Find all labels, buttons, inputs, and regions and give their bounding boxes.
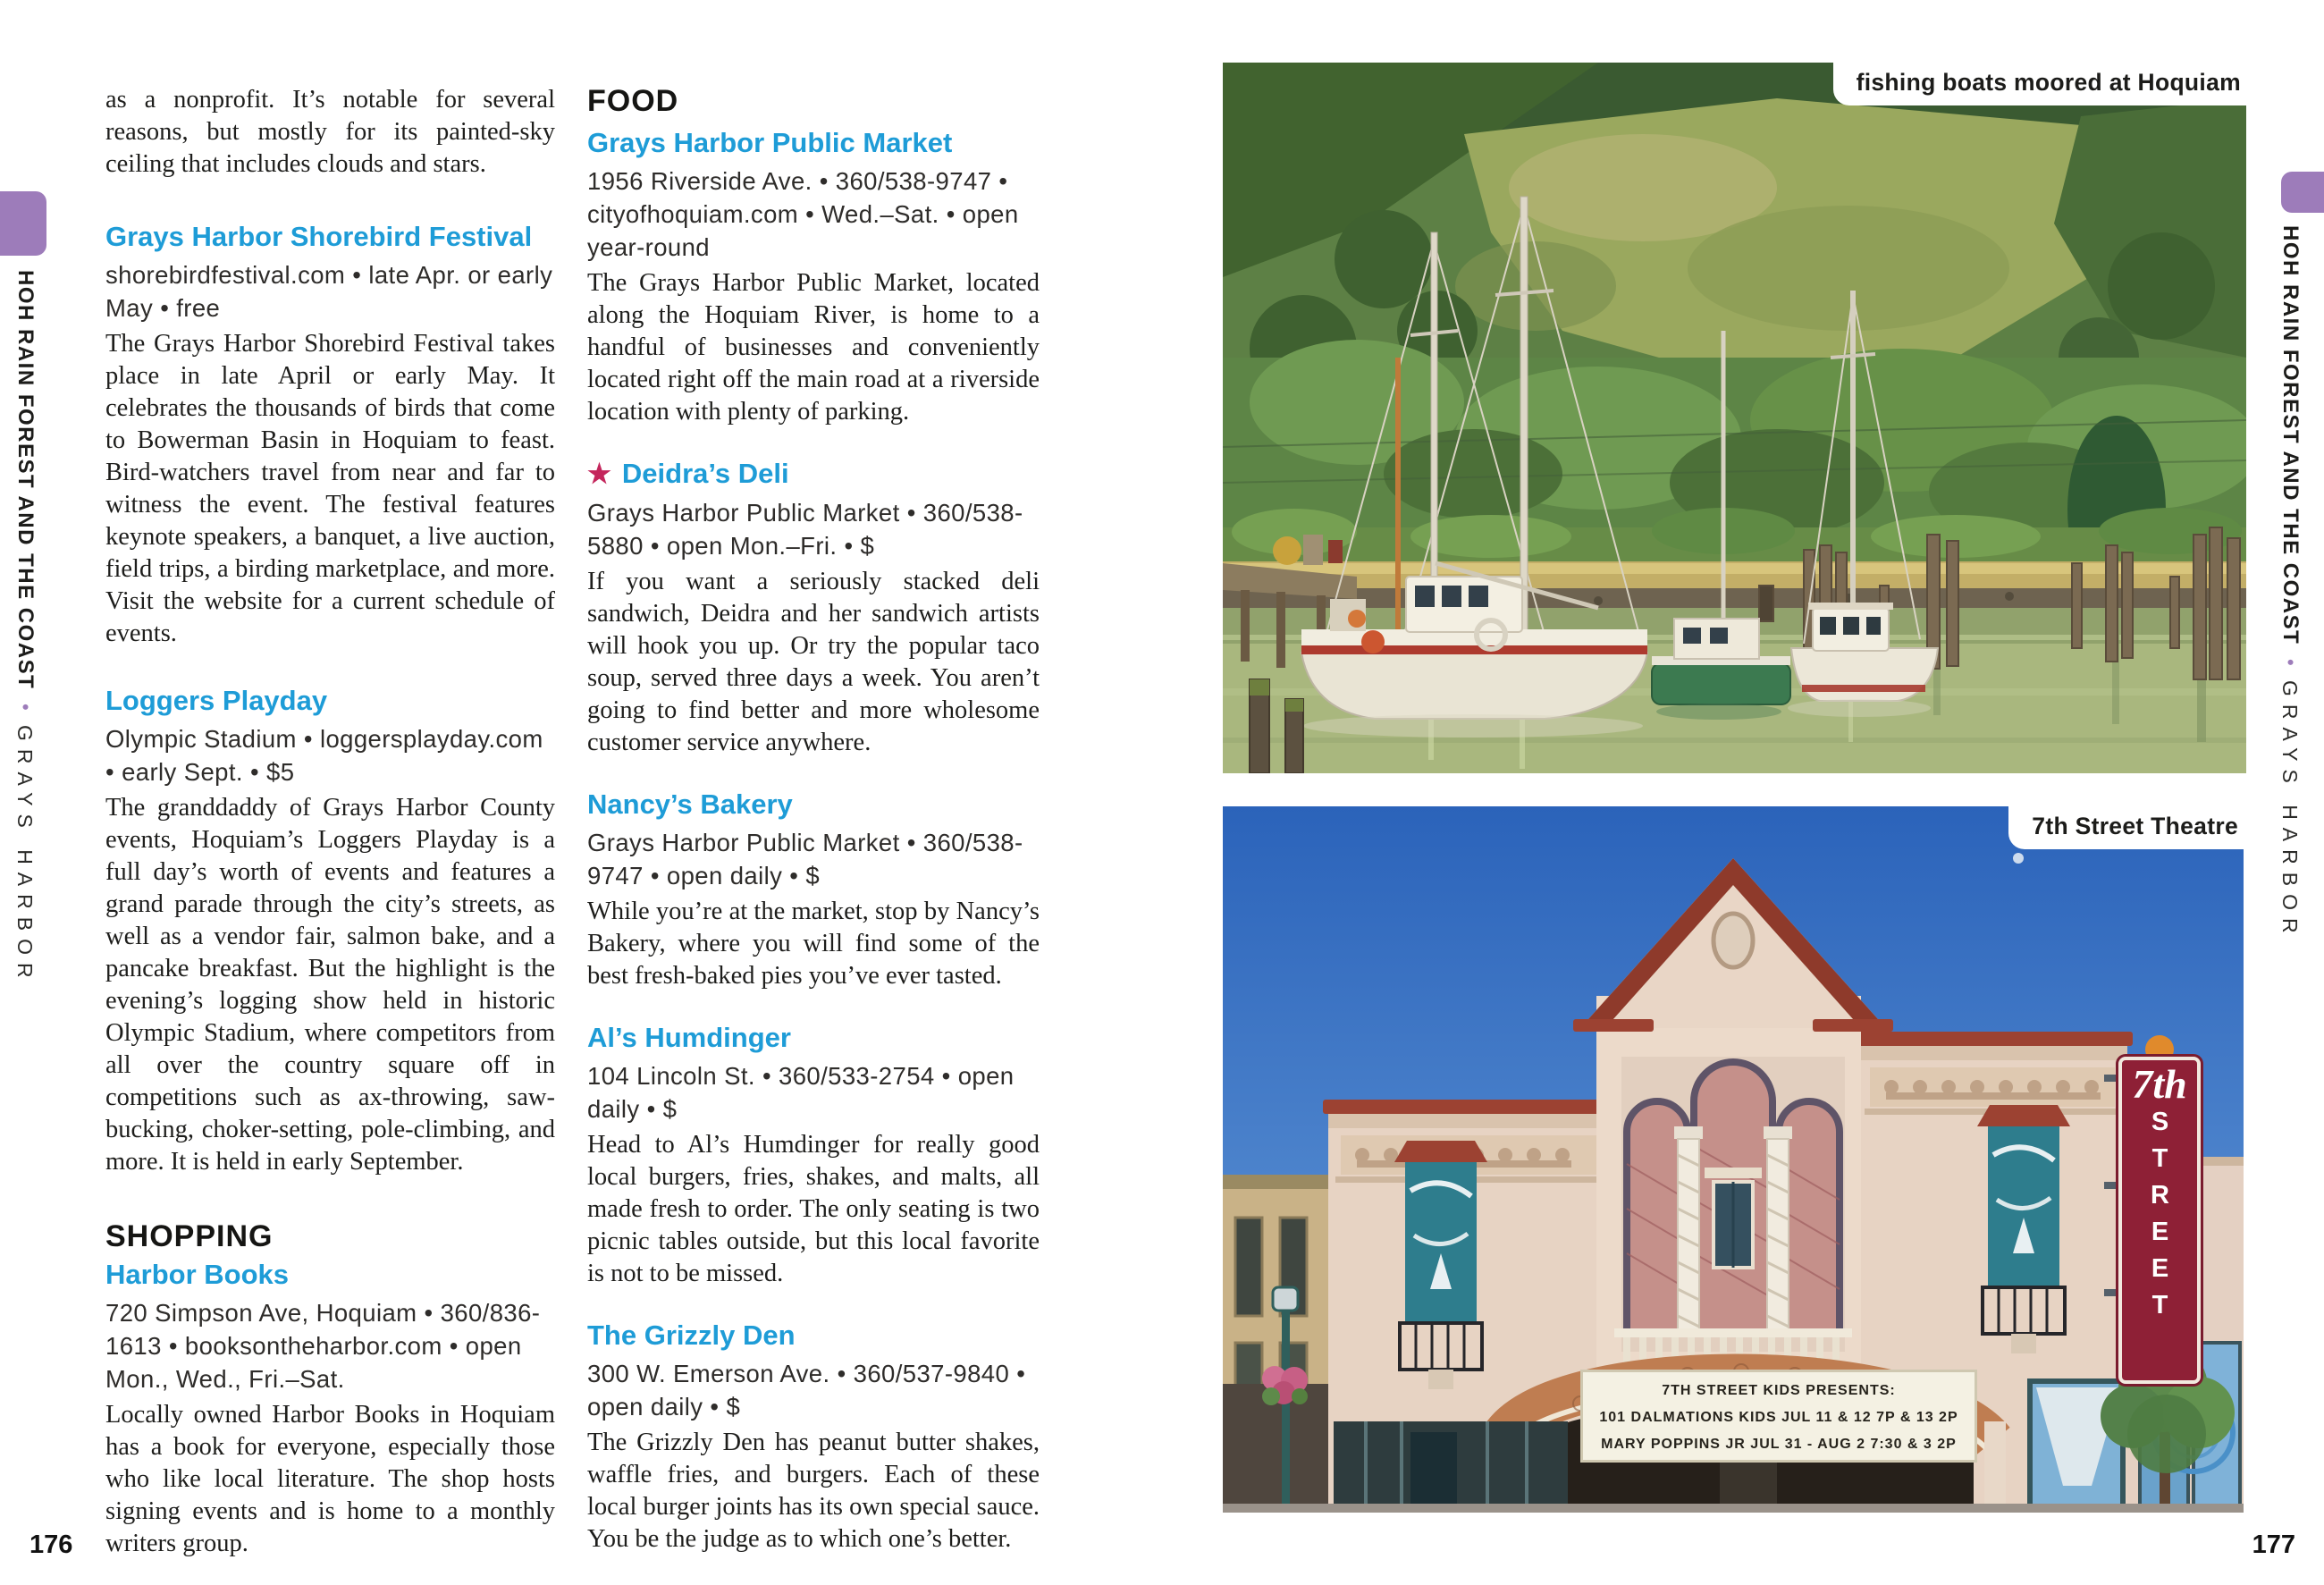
seventh-street-neon-sign xyxy=(2118,1057,2201,1384)
arched-windows xyxy=(1621,1057,1845,1352)
listing-deidras-deli xyxy=(587,457,1040,759)
sign-7th-text: 7th xyxy=(2132,1061,2187,1107)
listing-name: Grays Harbor Public Market xyxy=(587,127,953,158)
spine-right xyxy=(2278,225,2303,941)
spine-section-title: GRAYS HARBOR xyxy=(2278,679,2302,941)
listing-loggers-playday xyxy=(105,684,555,1178)
listing-name: Grays Harbor Shorebird Festival xyxy=(105,221,533,252)
spine-bullet: • xyxy=(14,704,37,711)
photo-7th-street-theatre xyxy=(1223,806,2244,1513)
spine-section-title: GRAYS HARBOR xyxy=(13,724,37,986)
listing-details: 300 W. Emerson Ave. • 360/537-9840 • open daily • $ xyxy=(587,1360,1026,1421)
left-column xyxy=(105,84,555,1560)
listing-details: Grays Harbor Public Market • 360/538-5880 • open Mon.–Fri. • $ xyxy=(587,499,1023,560)
section-header-shopping: SHOPPING xyxy=(105,1219,274,1253)
listing-name xyxy=(587,457,1040,492)
listing-name: Loggers Playday xyxy=(105,685,328,716)
listing-description: Head to Al’s Humdinger for really good local burgers, fries, shakes, and malts, all made fresh to order. The only seating is two picnic tables outside, but this local favorite is not to be missed. xyxy=(587,1131,1040,1287)
listing-name-text: Deidra’s Deli xyxy=(621,458,789,489)
marquee-line-1: 7TH STREET KIDS PRESENTS: xyxy=(1662,1383,1896,1398)
listing-description: Locally owned Harbor Books in Hoquiam has a book for everyone, especially those who like local literature. The shop hosts signing events and is home to a monthly writers group. xyxy=(105,1401,555,1557)
section-header-food: FOOD xyxy=(587,84,679,118)
photo-fishing-boats xyxy=(1223,63,2246,773)
continuation-paragraph: as a nonprofit. It’s notable for several reasons, but mostly for its painted-sky ceiling that includes clouds and stars. xyxy=(105,86,555,178)
middle-column xyxy=(587,84,1040,1555)
sign-street-text: STREET xyxy=(2145,1107,2175,1328)
sidewalk xyxy=(1223,1504,2244,1513)
listing-nancys-bakery xyxy=(587,788,1040,992)
listing-description: The Grays Harbor Shorebird Festival takes place in late April or early May. It celebrates the thousands of birds that come to Bowerman Basin in Hoquiam to feast. Bird-watchers travel from near and far to witness the event. The festival features keynote speakers, a banquet, a live auction, field trips, a birding marketplace, and more. Visit the website for a current schedule of events. xyxy=(105,330,555,647)
neighbor-brick-building xyxy=(1223,1175,1328,1513)
listing-details: shorebirdfestival.com • late Apr. or early May • free xyxy=(105,261,553,322)
listing-name: Nancy’s Bakery xyxy=(587,788,793,820)
marquee-line-2: 101 DALMATIONS KIDS JUL 11 & 12 7P & 13 2P xyxy=(1599,1410,1958,1425)
page-number-right: 177 xyxy=(2252,1530,2295,1559)
listing-details: 104 Lincoln St. • 360/533-2754 • open daily • $ xyxy=(587,1062,1015,1123)
listing-description: The Grays Harbor Public Market, located along the Hoquiam River, is home to a handful of businesses and conveniently located right off the main road at a riverside location with plenty of parking. xyxy=(587,269,1040,426)
listing-details: 720 Simpson Ave, Hoquiam • 360/836-1613 • booksontheharbor.com • open Mon., Wed., Fri.–Sat. xyxy=(105,1299,541,1393)
listing-details: 1956 Riverside Ave. • 360/538-9747 • cityofhoquiam.com • Wed.–Sat. • open year-round xyxy=(587,167,1019,261)
listing-the-grizzly-den xyxy=(587,1319,1040,1555)
listing-name: Al’s Humdinger xyxy=(587,1022,791,1053)
photo-caption: fishing boats moored at Hoquiam xyxy=(1833,63,2246,105)
spine-region-title: HOH RAIN FOREST AND THE COAST xyxy=(2278,225,2303,645)
listing-description: The granddaddy of Grays Harbor County events, Hoquiam’s Loggers Playday is a full day’s worth of events and features a grand parade through the city’s streets, as well as a vendor fair, salmon bake, and a pancake breakfast. But the highlight is the evening’s logging show held in historic Olympic Stadium, where competitors from all over the country square off in competitions such as ax-throwing, saw-bucking, choker-setting, pole-climbing, and more. It is held in early September. xyxy=(105,794,555,1176)
theatre-marquee xyxy=(1580,1370,1977,1463)
listing-name: The Grizzly Den xyxy=(587,1319,796,1351)
marquee-line-3: MARY POPPINS JR JUL 31 - AUG 2 7:30 & 3 2P xyxy=(1601,1437,1957,1452)
listing-description: While you’re at the market, stop by Nancy’s Bakery, where you will find some of the best fresh-baked pies you’ve ever tasted. xyxy=(587,898,1040,990)
chapter-tab-left xyxy=(0,191,46,256)
listing-grays-harbor-shorebird-festival xyxy=(105,220,555,650)
shopping-section xyxy=(105,1219,555,1560)
listing-harbor-books xyxy=(105,1258,555,1560)
chapter-tab-right xyxy=(2281,172,2324,213)
listing-grays-harbor-public-market xyxy=(587,126,1040,428)
listing-name: Harbor Books xyxy=(105,1259,289,1290)
listing-als-humdinger xyxy=(587,1021,1040,1290)
listing-details: Grays Harbor Public Market • 360/538-9747 • open daily • $ xyxy=(587,829,1023,889)
photo-caption: 7th Street Theatre xyxy=(2008,806,2244,849)
listing-description: The Grizzly Den has peanut butter shakes, waffle fries, and burgers. Each of these local burger joints has its own special sauce. You be the judge as to which one’s better. xyxy=(587,1429,1040,1553)
spine-bullet: • xyxy=(2279,659,2302,666)
listing-details: Olympic Stadium • loggersplayday.com • early Sept. • $5 xyxy=(105,725,543,786)
page-number-left: 176 xyxy=(29,1530,73,1559)
favorite-star-icon: ★ xyxy=(587,459,611,489)
spine-region-title: HOH RAIN FOREST AND THE COAST xyxy=(13,270,38,690)
harbor-scene-illustration xyxy=(1223,63,2246,773)
listing-description: If you want a seriously stacked deli sandwich, Deidra and her sandwich artists will hook you up. Or try the popular taco soup, served three days a week. You aren’t going to find better and more wholesome customer service anywhere. xyxy=(587,568,1040,756)
spine-left xyxy=(13,270,38,986)
